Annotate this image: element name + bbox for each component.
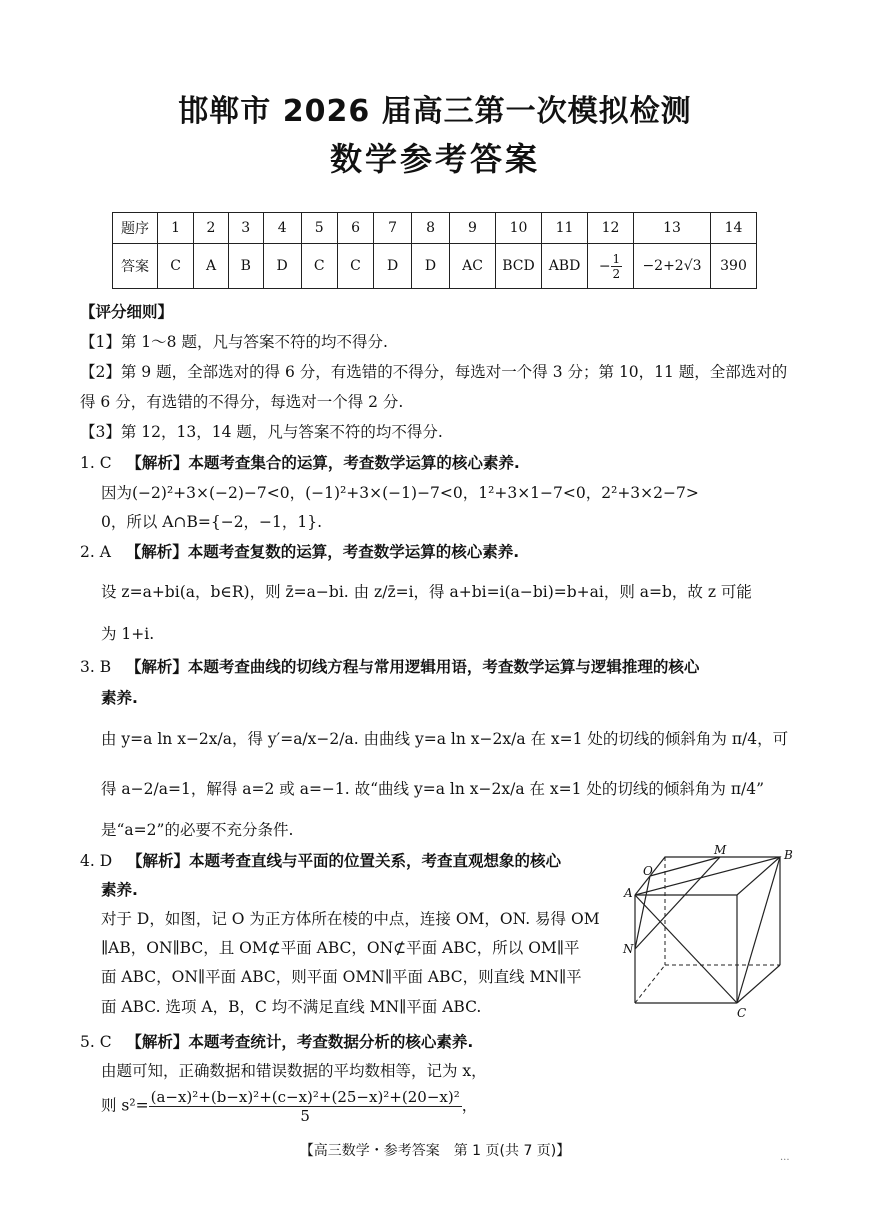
solution-4-line-3: 面 ABC，ON∥平面 ABC，则平面 OMN∥平面 ABC，则直线 MN∥平: [101, 968, 582, 986]
answer-row: [113, 244, 757, 289]
hidden-edge: [635, 965, 665, 1003]
table-cell: 7: [374, 213, 412, 244]
scoring-heading: 【评分细则】: [80, 303, 174, 321]
label-O: O: [643, 864, 653, 878]
exam-title: 邯郸市 2026 届高三第一次模拟检测: [178, 94, 692, 129]
table-cell: 5: [301, 213, 337, 244]
table-cell: −2+2√3: [634, 244, 711, 289]
table-cell: 10: [496, 213, 542, 244]
table-cell: D: [374, 244, 412, 289]
table-cell: B: [228, 244, 263, 289]
table-cell: C: [158, 244, 194, 289]
solution-4-line-2: ∥AB，ON∥BC，且 OM⊄平面 ABC，ON⊄平面 ABC，所以 OM∥平: [101, 939, 580, 957]
label-M: M: [714, 845, 727, 857]
segment-OM: [650, 857, 720, 876]
table-cell: 13: [634, 213, 711, 244]
table-cell: C: [337, 244, 373, 289]
solution-number: 3. B: [80, 658, 112, 676]
solution-3-heading: [80, 655, 699, 677]
table-cell: D: [263, 244, 301, 289]
scoring-rule-2a: 【2】第 9 题，全部选对的得 6 分，有选错的不得分，每选对一个得 3 分；第 10，11 题，全部选对的: [80, 363, 788, 381]
q12-numerator: 1: [612, 251, 621, 266]
solution-3-line-3: 是“a=2”的必要不充分条件.: [101, 821, 294, 839]
solution-3-line-1: 由 y=a ln x−2x/a，得 y′=a/x−2/a. 由曲线 y=a ln x−2x/a 在 x=1 处的切线的倾斜角为 π/4，可: [101, 730, 789, 748]
label-B: B: [784, 848, 793, 862]
scoring-rule-3: 【3】第 12，13，14 题，凡与答案不符的均不得分.: [80, 423, 443, 441]
solution-4-line-1: 对于 D，如图，记 O 为正方体所在棱的中点，连接 OM，ON. 易得 OM: [101, 910, 600, 928]
row-label-answer: 答案: [113, 244, 158, 289]
solution-number: 2. A: [80, 543, 111, 561]
table-cell: 4: [263, 213, 301, 244]
analysis-text: 【解析】本题考查复数的运算，考查数学运算的核心素养.: [125, 543, 520, 561]
segment-ON: [635, 876, 650, 949]
solution-4-heading: [80, 849, 561, 871]
table-cell: 12: [588, 213, 634, 244]
solution-4-heading-cont: 素养.: [101, 881, 138, 899]
table-cell: 390: [711, 244, 757, 289]
q12-sign: −: [598, 258, 611, 274]
scoring-rule-1: 【1】第 1～8 题，凡与答案不符的均不得分.: [80, 333, 388, 351]
table-cell: 8: [412, 213, 450, 244]
solution-1-heading: [80, 451, 520, 473]
table-cell: ABD: [542, 244, 588, 289]
variance-denominator: 5: [300, 1107, 310, 1125]
solution-2-line-2: 为 1+i.: [101, 625, 155, 643]
solution-3-line-2: 得 a−2/a=1，解得 a=2 或 a=−1. 故“曲线 y=a ln x−2x/a 在 x=1 处的切线的倾斜角为 π/4”: [101, 780, 765, 798]
q12-denominator: 2: [612, 266, 621, 281]
table-cell: 2: [194, 213, 228, 244]
row-label-number: 题序: [113, 213, 158, 244]
solution-number: 1. C: [80, 454, 112, 472]
label-A: A: [624, 886, 633, 900]
variance-numerator: (a−x)²+(b−x)²+(c−x)²+(25−x)²+(20−x)²: [150, 1088, 460, 1106]
table-cell: 6: [337, 213, 373, 244]
solution-3-heading-cont: 素养.: [101, 689, 138, 707]
question-number-row: [113, 213, 757, 244]
answer-key-title: 数学参考答案: [329, 140, 540, 178]
cube-edge: [737, 965, 780, 1003]
scoring-rule-2b: 得 6 分，有选错的不得分，每选对一个得 2 分.: [80, 393, 404, 411]
solution-5-line-2: [101, 1088, 477, 1125]
solution-number: 4. D: [80, 852, 113, 870]
label-C: C: [737, 1006, 747, 1020]
solution-5-heading: [80, 1030, 473, 1052]
variance-suffix: ，: [461, 1096, 478, 1115]
segment-AC: [635, 895, 737, 1003]
cube-figure: [620, 845, 800, 1020]
analysis-text: 【解析】本题考查统计，考查数据分析的核心素养.: [126, 1033, 474, 1051]
variance-fraction: [149, 1088, 462, 1125]
page-footer: 【高三数学・参考答案 第 1 页(共 7 页)】: [299, 1143, 571, 1159]
q12-fraction: [611, 252, 623, 281]
table-cell: BCD: [496, 244, 542, 289]
solution-2-line-1: 设 z=a+bi(a，b∈R)，则 z̄=a−bi. 由 z/z̄=i，得 a+bi=i(a−bi)=b+ai，则 a=b，故 z 可能: [101, 583, 752, 601]
solution-1-line-1: 因为(−2)²+3×(−2)−7<0，(−1)²+3×(−1)−7<0，1²+3×1−7<0，2²+3×2−7>: [101, 484, 699, 502]
table-cell: AC: [450, 244, 496, 289]
table-cell: 3: [228, 213, 263, 244]
solution-number: 5. C: [80, 1033, 112, 1051]
segment-BC: [737, 857, 780, 1003]
table-cell: D: [412, 244, 450, 289]
analysis-text: 【解析】本题考查曲线的切线方程与常用逻辑用语，考查数学运算与逻辑推理的核心: [125, 658, 700, 676]
table-cell: 14: [711, 213, 757, 244]
table-cell: A: [194, 244, 228, 289]
variance-prefix: 则 s²=: [101, 1096, 149, 1115]
analysis-text: 【解析】本题考查集合的运算，考查数学运算的核心素养.: [126, 454, 520, 472]
analysis-text: 【解析】本题考查直线与平面的位置关系，考查直观想象的核心: [126, 852, 561, 870]
solution-4-line-4: 面 ABC. 选项 A，B，C 均不满足直线 MN∥平面 ABC.: [101, 998, 482, 1016]
table-cell: C: [301, 244, 337, 289]
answer-table: [112, 212, 757, 289]
footer-mark: ...: [780, 1152, 790, 1163]
table-cell-q12: [588, 244, 634, 289]
solution-2-heading: [80, 540, 519, 562]
solution-1-line-2: 0，所以 A∩B={−2，−1，1}.: [101, 513, 323, 531]
solution-5-line-1: 由题可知，正确数据和错误数据的平均数相等，记为 x，: [101, 1062, 487, 1080]
table-cell: 11: [542, 213, 588, 244]
label-N: N: [623, 942, 634, 956]
table-cell: 9: [450, 213, 496, 244]
table-cell: 1: [158, 213, 194, 244]
